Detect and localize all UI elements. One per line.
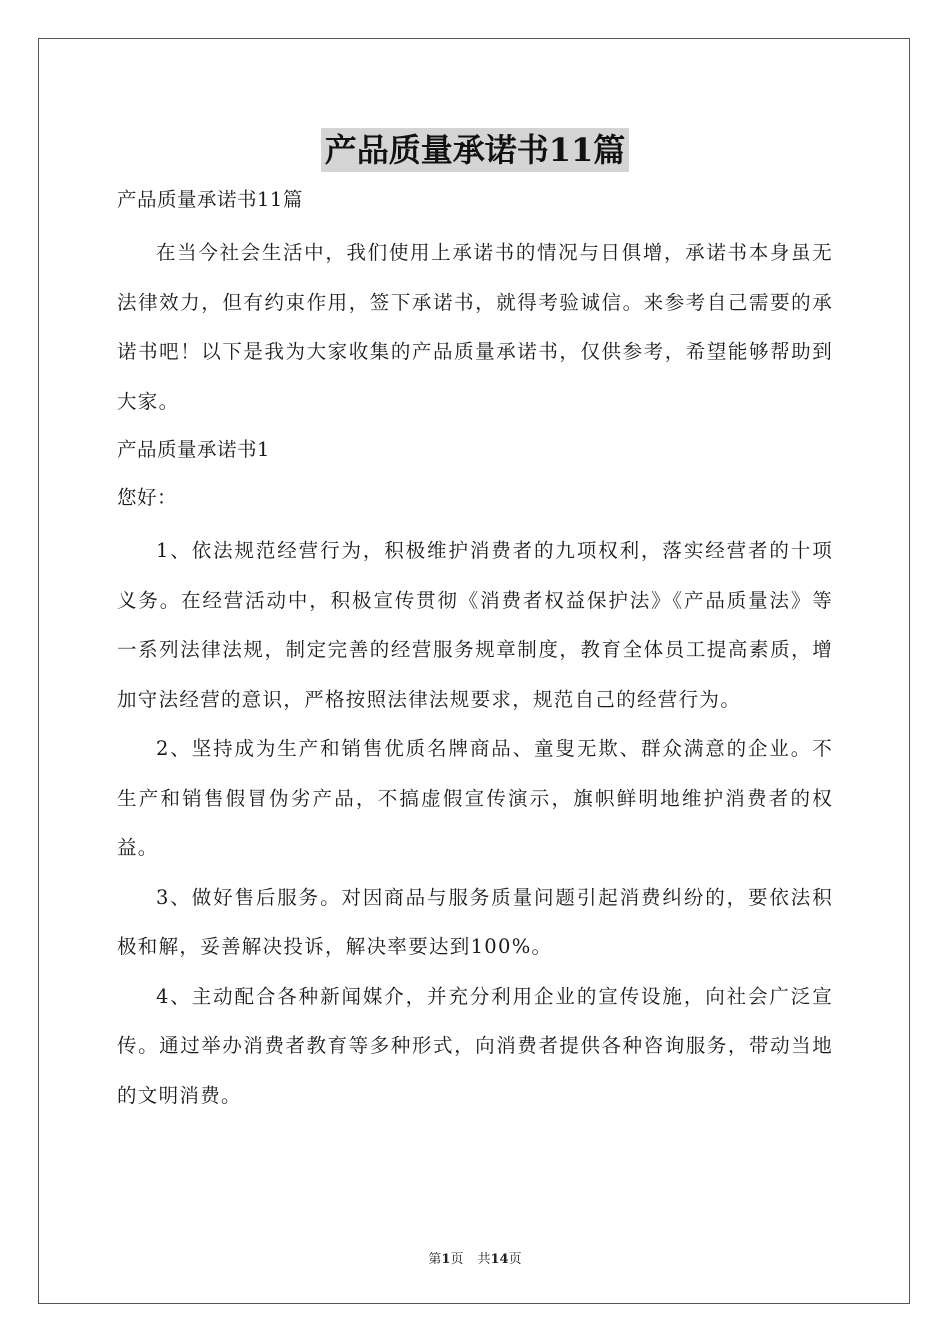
page-footer <box>0 1248 950 1267</box>
greeting: 您好： <box>117 486 178 509</box>
intro-paragraph: 在当今社会生活中，我们使用上承诺书的情况与日俱增，承诺书本身虽无法律效力，但有约束作用，签下承诺书，就得考验诚信。来参考自己需要的承诺书吧！以下是我为大家收集的产品质量承诺书，仅供参考，希望能够帮助到大家。 <box>117 241 833 413</box>
total-suffix: 页 <box>508 1252 522 1267</box>
total-prefix: 共 <box>477 1252 491 1267</box>
page-suffix: 页 <box>450 1252 464 1267</box>
page-total: 14 <box>490 1252 509 1267</box>
document-subtitle: 产品质量承诺书11篇 <box>117 188 303 211</box>
page-prefix: 第 <box>428 1252 442 1267</box>
document-body <box>117 176 833 1120</box>
list-item: 1、依法规范经营行为，积极维护消费者的九项权利，落实经营者的十项义务。在经营活动中，积极宣传贯彻《消费者权益保护法》《产品质量法》等一系列法律法规，制定完善的经营服务规章制度，教育全体员工提高素质，增加守法经营的意识，严格按照法律法规要求，规范自己的经营行为。 <box>117 539 833 711</box>
list-item: 3、做好售后服务。对因商品与服务质量问题引起消费纠纷的，要依法积极和解，妥善解决投诉，解决率要达到100%。 <box>117 885 833 958</box>
list-item: 4、主动配合各种新闻媒介，并充分利用企业的宣传设施，向社会广泛宣传。通过举办消费者教育等多种形式，向消费者提供各种咨询服务，带动当地的文明消费。 <box>117 984 833 1107</box>
section-heading: 产品质量承诺书1 <box>117 438 270 461</box>
document-title <box>0 128 950 172</box>
document-title-text: 产品质量承诺书11篇 <box>321 128 630 172</box>
list-item: 2、坚持成为生产和销售优质名牌商品、童叟无欺、群众满意的企业。不生产和销售假冒伪劣产品，不搞虚假宣传演示，旗帜鲜明地维护消费者的权益。 <box>117 737 833 859</box>
page-current: 1 <box>441 1252 451 1267</box>
